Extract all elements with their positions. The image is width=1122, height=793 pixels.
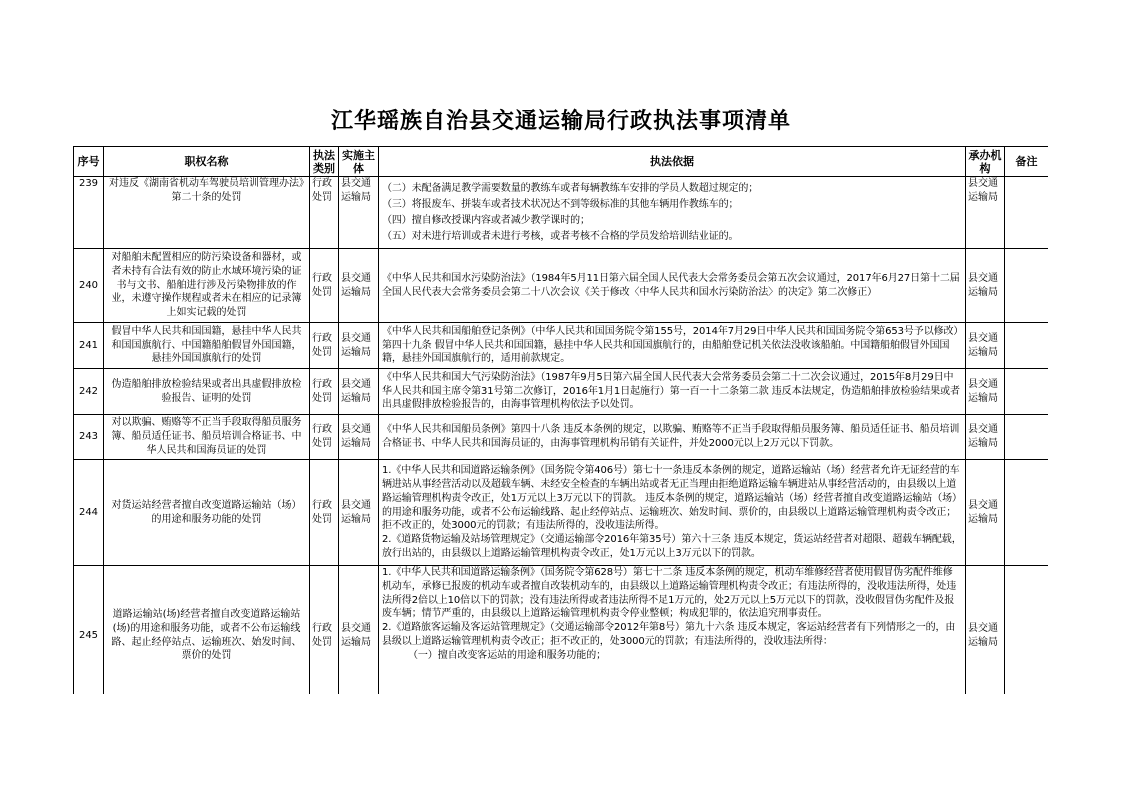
row-subject: 县交通运输局 (339, 460, 379, 566)
table-row (74, 460, 1049, 566)
row-basis (379, 177, 966, 249)
row-no: 245 (74, 566, 104, 695)
table-row (74, 566, 1049, 695)
header-no: 序号 (74, 147, 104, 177)
header-subject: 实施主体 (339, 147, 379, 177)
basis-line: （四）擅自修改授课内容或者减少教学课时的； (382, 214, 590, 226)
header-name: 职权名称 (104, 147, 310, 177)
row-type: 行政处罚 (310, 460, 339, 566)
basis-line: （二）未配备满足教学需要数量的教练车或者每辆教练车安排的学员人数超过规定的； (382, 182, 759, 194)
basis-line: 2.《道路货物运输及站场管理规定》（交通运输部令2016年第35号）第六十三条 违反本规定，货运站经营者对超限、超载车辆配载，放行出站的，由县级以上道路运输管理机构责令改正，处1万元以上3万元以下的罚款。 (382, 534, 962, 559)
row-no: 239 (74, 177, 104, 249)
row-no: 242 (74, 369, 104, 415)
header-type: 执法类别 (310, 147, 339, 177)
row-subject: 县交通运输局 (339, 415, 379, 460)
basis-line: 《中华人民共和国船员条例》第四十八条 违反本条例的规定，以欺骗、贿赂等不正当手段取得船员服务簿、船员适任证书、船员培训合格证书、中华人民共和国海员证的，由海事管理机构吊销有关证件，并处2000元以上2万元以下罚款。 (382, 424, 960, 449)
row-name: 道路运输站(场)经营者擅自改变道路运输站(场)的用途和服务功能，或者不公布运输线路、起止经停站点、运输班次、始发时间、票价的处罚 (104, 566, 310, 695)
row-remark (1005, 460, 1049, 566)
header-remark: 备注 (1005, 147, 1049, 177)
row-subject: 县交通运输局 (339, 177, 379, 249)
row-org: 县交通运输局 (966, 323, 1005, 369)
row-subject: 县交通运输局 (339, 323, 379, 369)
row-name: 对货运站经营者擅自改变道路运输站（场）的用途和服务功能的处罚 (104, 460, 310, 566)
row-org: 县交通运输局 (966, 415, 1005, 460)
row-remark (1005, 323, 1049, 369)
row-no: 243 (74, 415, 104, 460)
row-name: 伪造船舶排放检验结果或者出具虚假排放检验报告、证明的处罚 (104, 369, 310, 415)
row-no: 244 (74, 460, 104, 566)
row-name: 对船舶未配置相应的防污染设备和器材，或者未持有合法有效的防止水域环境污染的证书与文书、船舶进行涉及污染物排放的作业，未遵守操作规程或者未在相应的记录簿上如实记载的处罚 (104, 249, 310, 323)
row-subject: 县交通运输局 (339, 566, 379, 695)
row-org: 县交通运输局 (966, 369, 1005, 415)
row-type: 行政处罚 (310, 369, 339, 415)
row-org: 县交通运输局 (966, 566, 1005, 695)
row-no: 240 (74, 249, 104, 323)
table-row (74, 177, 1049, 249)
row-name: 对违反《湖南省机动车驾驶员培训管理办法》第二十条的处罚 (104, 177, 310, 249)
row-name: 假冒中华人民共和国国籍，悬挂中华人民共和国国旗航行、中国籍船舶假冒外国国籍，悬挂外国国旗航行的处罚 (104, 323, 310, 369)
row-basis (379, 369, 966, 415)
row-org: 县交通运输局 (966, 460, 1005, 566)
basis-line: 《中华人民共和国船舶登记条例》（中华人民共和国国务院令第155号，2014年7月29日中华人民共和国国务院令第653号予以修改）第四十九条 假冒中华人民共和国国籍，悬挂中华人民共和国国旗航行的，由船舶登记机关依法没收该船舶。中国籍船舶假冒外国国籍，悬挂外国国旗航行的，适用前款规定。 (382, 325, 959, 365)
row-type: 行政处罚 (310, 323, 339, 369)
row-basis (379, 323, 966, 369)
basis-line: （三）将报废车、拼装车或者技术状况达不到等级标准的其他车辆用作教练车的； (382, 198, 739, 210)
row-basis (379, 415, 966, 460)
table-header-row (74, 147, 1049, 177)
header-basis: 执法依据 (379, 147, 966, 177)
enforcement-table (73, 146, 1048, 694)
row-subject: 县交通运输局 (339, 369, 379, 415)
row-org: 县交通运输局 (966, 249, 1005, 323)
basis-line: 1.《中华人民共和国道路运输条例》（国务院令第406号）第七十一条违反本条例的规定，道路运输站（场）经营者允许无证经营的车辆进站从事经营活动以及超载车辆、未经安全检查的车辆出站或者无正当理由拒绝道路运输车辆进站从事经营活动的，由县级以上道路运输管理机构责令改正，处1万元以上3万元以下的罚款。 违反本条例的规定，道路运输站（场）经营者擅自改变道路运输站（场）的用途和服务功能，或者不公布运输线路、起止经停站点、运输班次、始发时间、票价的，由县级以上道路运输管理机构责令改正；拒不改正的，处3000元的罚款；有违法所得的，没收违法所得。 (382, 465, 962, 532)
row-remark (1005, 369, 1049, 415)
page-title: 江华瑶族自治县交通运输局行政执法事项清单 (330, 108, 791, 134)
row-basis (379, 460, 966, 566)
row-remark (1005, 249, 1049, 323)
basis-line: 《中华人民共和国水污染防治法》（1984年5月11日第六届全国人民代表大会常务委员会第五次会议通过，2017年6月27日第十二届全国人民代表大会常务委员会第二十八次会议《关于修改〈中华人民共和国水污染防治法〉的决定》第二次修正） (382, 272, 960, 298)
table-row (74, 249, 1049, 323)
row-type: 行政处罚 (310, 177, 339, 249)
row-remark (1005, 566, 1049, 695)
basis-line: （五）对未进行培训或者未进行考核，或者考核不合格的学员发给培训结业证的。 (382, 230, 739, 242)
basis-line: 1.《中华人民共和国道路运输条例》（国务院令第628号）第七十二条 违反本条例的规定，机动车维修经营者使用假冒伪劣配件维修机动车，承修已报废的机动车或者擅自改装机动车的，由县级以上道路运输管理机构责令改正；有违法所得的，没收违法所得，处违法所得2倍以上10倍以下的罚款；没有违法所得或者违法所得不足1万元的，处2万元以上5万元以下的罚款，没收假冒伪劣配件及报废车辆；情节严重的，由县级以上道路运输管理机构责令停业整顿；构成犯罪的，依法追究刑事责任。 (382, 567, 957, 620)
table-row (74, 369, 1049, 415)
row-type: 行政处罚 (310, 415, 339, 460)
row-org: 县交通运输局 (966, 177, 1005, 249)
row-type: 行政处罚 (310, 249, 339, 323)
basis-line: 《中华人民共和国大气污染防治法》（1987年9月5日第六届全国人民代表大会常务委员会第二十二次会议通过，2015年8月29日中华人民共和国主席令第31号第二次修订，2016年1月1日起施行）第一百一十二条第二款 违反本法规定，伪造船舶排放检验结果或者出具虚假排放检验报告的，由海事管理机构依法予以处罚。 (382, 371, 960, 411)
basis-line: 2.《道路旅客运输及客运站管理规定》（交通运输部令2012年第8号）第九十六条 违反本规定，客运站经营者有下列情形之一的，由县级以上道路运输管理机构责令改正；拒不改正的，处3000元的罚款；有违法所得的，没收违法所得： (382, 622, 956, 647)
row-subject: 县交通运输局 (339, 249, 379, 323)
table-row (74, 415, 1049, 460)
row-remark (1005, 415, 1049, 460)
row-no: 241 (74, 323, 104, 369)
row-type: 行政处罚 (310, 566, 339, 695)
header-org: 承办机构 (966, 147, 1005, 177)
table-row (74, 323, 1049, 369)
row-remark (1005, 177, 1049, 249)
basis-line: （一）擅自改变客运站的用途和服务功能的； (408, 649, 606, 661)
row-basis (379, 566, 966, 695)
row-basis (379, 249, 966, 323)
row-name: 对以欺骗、贿赂等不正当手段取得船员服务簿、船员适任证书、船员培训合格证书、中华人民共和国海员证的处罚 (104, 415, 310, 460)
